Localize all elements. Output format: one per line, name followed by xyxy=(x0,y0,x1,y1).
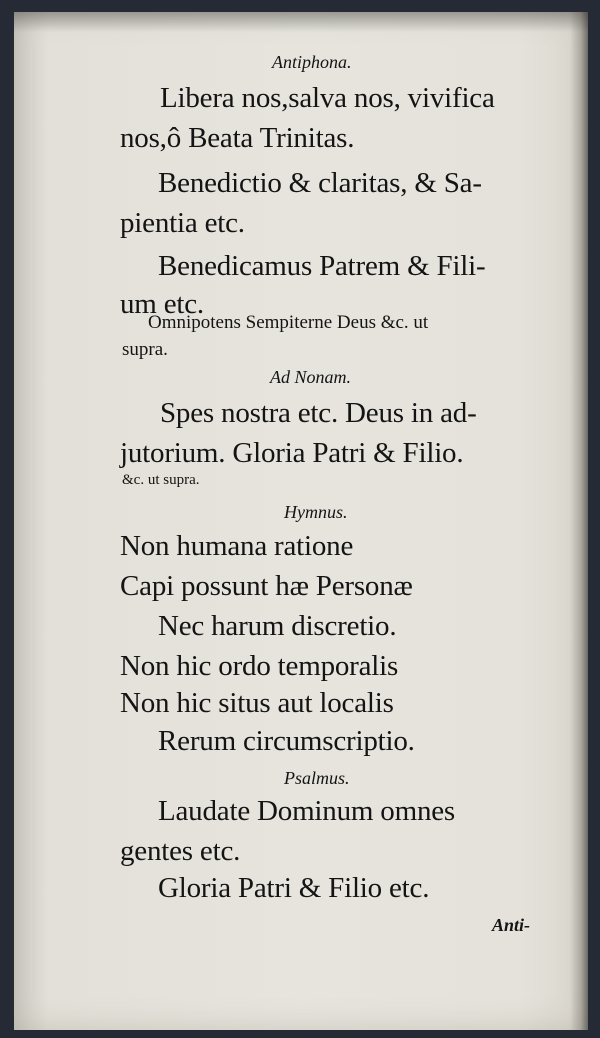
text-line: Spes nostra etc. Deus in ad- xyxy=(160,397,477,429)
hymn-line: Non hic situs aut localis xyxy=(120,687,394,719)
text-line: um etc. xyxy=(120,288,204,320)
page-top-shadow xyxy=(14,12,588,32)
heading-psalmus: Psalmus. xyxy=(284,768,350,788)
psalm-line: gentes etc. xyxy=(120,835,241,867)
hymn-line: Capi possunt hæ Personæ xyxy=(120,570,413,602)
hymn-line: Rerum circumscriptio. xyxy=(158,725,415,757)
book-page xyxy=(14,12,588,1030)
hymn-line: Nec harum discretio. xyxy=(158,610,397,642)
psalm-line: Gloria Patri & Filio etc. xyxy=(158,872,430,904)
text-line: Benedicamus Patrem & Fili- xyxy=(158,250,486,282)
heading-ad-nonam: Ad Nonam. xyxy=(270,367,351,387)
text-line: &c. ut supra. xyxy=(122,472,200,488)
text-line: Benedictio & claritas, & Sa- xyxy=(158,167,482,199)
catchword: Anti- xyxy=(492,915,531,935)
hymn-line: Non hic ordo temporalis xyxy=(120,650,399,682)
text-line: Libera nos,salva nos, vivifica xyxy=(160,82,495,114)
text-line: jutorium. Gloria Patri & Filio. xyxy=(120,437,464,469)
text-line: supra. xyxy=(122,339,168,360)
text-line: Omnipotens Sempiterne Deus &c. ut xyxy=(148,312,429,333)
text-line: pientia etc. xyxy=(120,207,245,239)
text-line: nos,ô Beata Trinitas. xyxy=(120,122,355,154)
heading-hymnus: Hymnus. xyxy=(284,502,348,522)
heading-antiphona: Antiphona. xyxy=(272,52,352,72)
hymn-line: Non humana ratione xyxy=(120,530,354,562)
psalm-line: Laudate Dominum omnes xyxy=(158,795,456,827)
page-gutter-shadow xyxy=(570,12,588,1030)
